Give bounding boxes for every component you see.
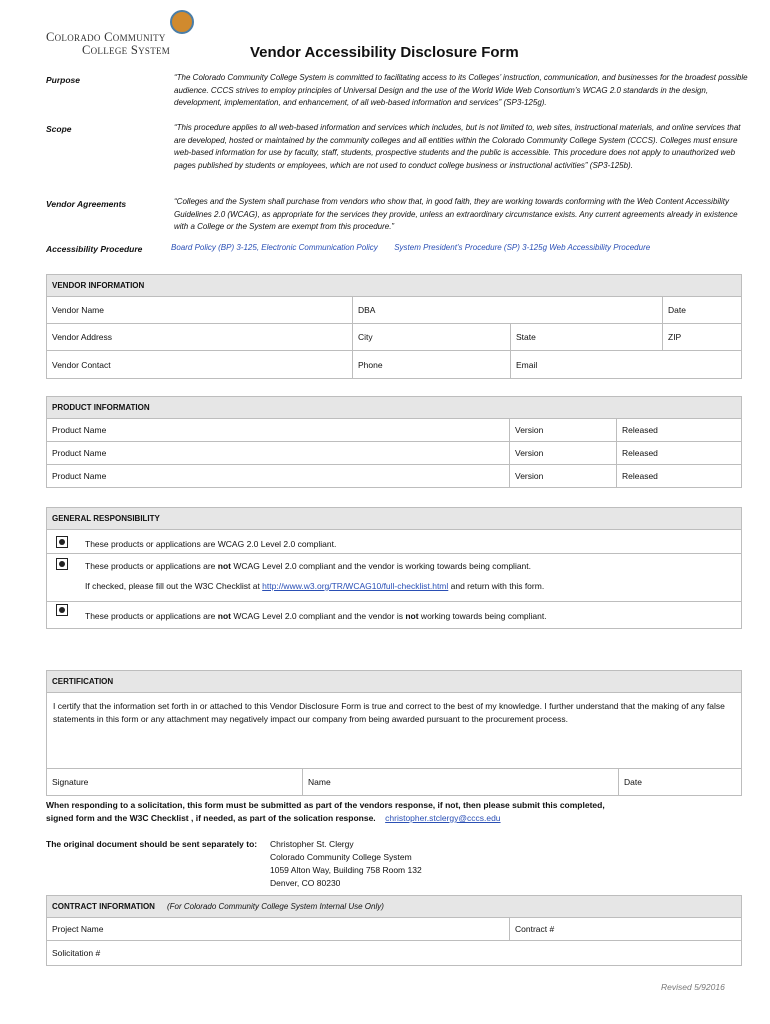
- logo-line1: Colorado Community: [46, 30, 166, 44]
- original-document-label: The original document should be sent separately to:: [46, 839, 258, 849]
- w3c-checklist-link[interactable]: http://www.w3.org/TR/WCAG10/full-checklist.html: [262, 581, 449, 591]
- product-information-section: [46, 396, 742, 488]
- certification-text: I certify that the information set forth in or attached to this Vendor Disclosure Form is true and correct to the best of my knowledge. I further understand that the making of any false statements in this form or any attachment may negatively impact our company from being awarded pursuant to the procurement process.: [47, 693, 741, 769]
- working-towards-radio[interactable]: [56, 558, 68, 570]
- vendor-information-section: [46, 274, 742, 379]
- contract-row: [47, 941, 741, 965]
- contract-number-field[interactable]: Contract #: [509, 918, 741, 940]
- compliance-option-row: [47, 554, 741, 602]
- compliant-option-label: These products or applications are WCAG 2.0 Level 2.0 compliant.: [85, 539, 337, 549]
- product-information-header: PRODUCT INFORMATION: [47, 397, 741, 419]
- vendor-information-header: VENDOR INFORMATION: [47, 275, 741, 297]
- signature-row: [47, 769, 741, 795]
- revision-date: Revised 5/92016: [661, 982, 725, 992]
- system-procedure-link[interactable]: System President’s Procedure (SP) 3-125g Web Accessibility Procedure: [394, 243, 651, 252]
- solicitation-blank-field[interactable]: [509, 941, 741, 965]
- certification-header: CERTIFICATION: [47, 671, 741, 693]
- scope-label: Scope: [46, 124, 72, 134]
- logo-emblem-icon: [170, 10, 194, 34]
- product-row: [47, 465, 741, 487]
- certification-section: [46, 670, 742, 796]
- purpose-label: Purpose: [46, 75, 81, 85]
- working-towards-option-label: These products or applications are not WCAG Level 2.0 compliant and the vendor is working towards being compliant.: [85, 561, 532, 571]
- accessibility-procedure-label: Accessibility Procedure: [46, 244, 143, 254]
- solicitation-number-field[interactable]: Solicitation #: [52, 948, 101, 958]
- zip-field[interactable]: ZIP: [662, 324, 741, 350]
- certification-date-field[interactable]: Date: [618, 769, 741, 795]
- signature-field[interactable]: Signature: [52, 777, 89, 787]
- city-field[interactable]: City: [352, 324, 510, 350]
- product-name-field[interactable]: Product Name: [52, 471, 107, 481]
- vendor-row-2: [47, 324, 741, 351]
- contract-information-header: CONTRACT INFORMATION (For Colorado Community College System Internal Use Only): [47, 896, 741, 918]
- vendor-row-3: [47, 351, 741, 378]
- general-responsibility-header: GENERAL RESPONSIBILITY: [47, 508, 741, 530]
- contract-information-section: [46, 895, 742, 966]
- logo-line2: College System: [82, 43, 171, 57]
- email-field[interactable]: Email: [510, 351, 741, 378]
- vendor-name-field[interactable]: Vendor Name: [52, 305, 104, 315]
- not-working-radio[interactable]: [56, 604, 68, 616]
- submission-instructions: When responding to a solicitation, this form must be submitted as part of the vendors response, if not, then please submit this completed, signed form and the W3C Checklist , if needed, as part of the solication response. christopher.stclergy@cccs.edu: [46, 800, 605, 823]
- purpose-text: “The Colorado Community College System is committed to facilitating access to its Colleges’ instruction, communication, and businesses for the broadest possible audience. CCCS strives to employ principles of Universal Design and the use of the World Wide Web Consortium’s WCAG 2.0 standards in the design, development, implementation, and enhancement, of all web-based information and services” (SP3-125g).: [174, 73, 748, 107]
- product-row: [47, 419, 741, 442]
- phone-field[interactable]: Phone: [352, 351, 510, 378]
- w3c-checklist-note: If checked, please fill out the W3C Checklist at http://www.w3.org/TR/WCAG10/full-checklist.html and return with this form.: [85, 581, 545, 591]
- released-field[interactable]: Released: [616, 465, 741, 487]
- project-name-field[interactable]: Project Name: [52, 924, 104, 934]
- compliance-option-row: [47, 602, 741, 628]
- compliance-option-row: [47, 530, 741, 554]
- compliant-radio[interactable]: [56, 536, 68, 548]
- state-field[interactable]: State: [510, 324, 662, 350]
- vendor-contact-field[interactable]: Vendor Contact: [52, 359, 111, 370]
- page-title: Vendor Accessibility Disclosure Form: [250, 44, 519, 61]
- vendor-agreements-text: “Colleges and the System shall purchase from vendors who show that, in good faith, they are working towards conforming with the Web Content Accessibility Guidelines 2.0 (WCAG), as appropriate for the services they provide, unless an extraordinary circumstance exists. Any current agreements already in existence with a College or the System are exempt from this procedure.”: [174, 197, 738, 231]
- vendor-agreements-label: Vendor Agreements: [46, 199, 127, 209]
- released-field[interactable]: Released: [616, 419, 741, 441]
- vendor-date-field[interactable]: Date: [662, 297, 741, 323]
- released-field[interactable]: Released: [616, 442, 741, 464]
- vendor-address-field[interactable]: Vendor Address: [52, 332, 113, 342]
- mailing-address: Christopher St. Clergy Colorado Community College System 1059 Alton Way, Building 758 Room 132 Denver, CO 80230: [270, 839, 422, 888]
- name-field[interactable]: Name: [302, 769, 618, 795]
- procedure-links: [171, 242, 650, 255]
- cccs-logo: [46, 10, 206, 60]
- not-working-option-label: These products or applications are not WCAG Level 2.0 compliant and the vendor is not working towards being compliant.: [85, 611, 547, 621]
- contact-email-link[interactable]: christopher.stclergy@cccs.edu: [385, 813, 501, 823]
- board-policy-link[interactable]: Board Policy (BP) 3-125, Electronic Communication Policy: [171, 243, 378, 252]
- product-name-field[interactable]: Product Name: [52, 448, 107, 458]
- vendor-row-1: [47, 297, 741, 324]
- version-field[interactable]: Version: [509, 465, 616, 487]
- contract-row: [47, 918, 741, 941]
- scope-text: “This procedure applies to all web-based information and services which includes, but is not limited to, web sites, instructional materials, and online services that are developed, hosted or maintained by the community colleges and all entities within the Colorado Community College System (CCCS). Colleges must ensure web-based information for use by faculty, staff, students, prospective students and the public is accessible. This procedure does not apply to unauthorized web pages published by students or employees, which are not used to conduct college business or instructional activities” (SP3-125b).: [174, 123, 741, 170]
- dba-field[interactable]: DBA: [352, 297, 662, 323]
- product-row: [47, 442, 741, 465]
- product-name-field[interactable]: Product Name: [52, 425, 107, 435]
- version-field[interactable]: Version: [509, 419, 616, 441]
- general-responsibility-section: [46, 507, 742, 629]
- version-field[interactable]: Version: [509, 442, 616, 464]
